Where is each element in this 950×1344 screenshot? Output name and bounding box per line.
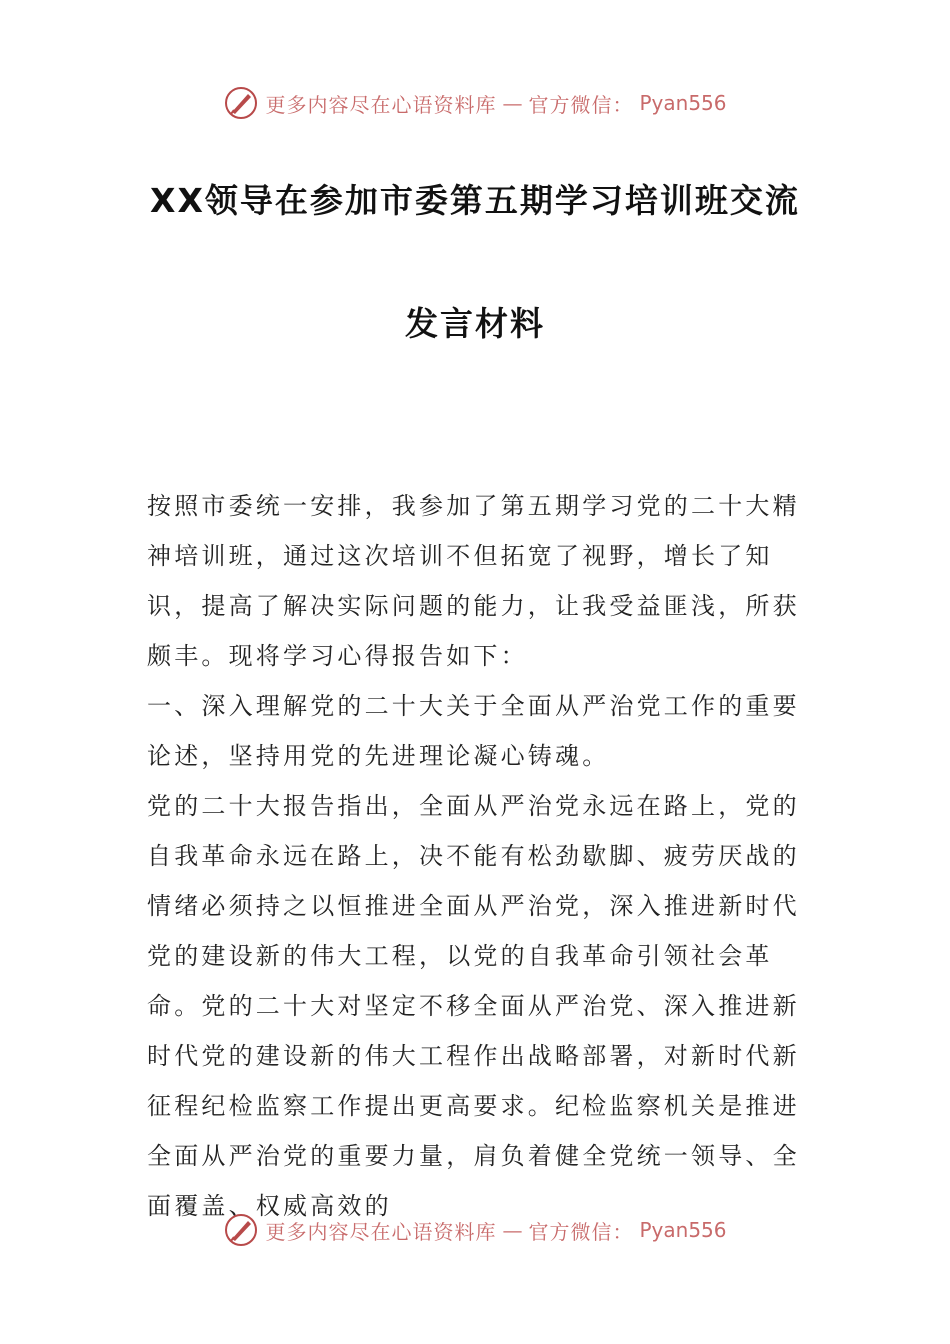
document-body [147, 481, 807, 1231]
quill-logo-icon [223, 1212, 259, 1248]
watermark-separator: — [502, 1218, 523, 1242]
body-paragraph: 党的二十大报告指出，全面从严治党永远在路上，党的自我革命永远在路上，决不能有松劲歇脚、疲劳厌战的情绪必须持之以恒推进全面从严治党，深入推进新时代党的建设新的伟大工程，以党的自我革命引领社会革命。党的二十大对坚定不移全面从严治党、深入推进新时代党的建设新的伟大工程作出战略部署，对新时代新征程纪检监察工作提出更高要求。纪检监察机关是推进全面从严治党的重要力量，肩负着健全党统一领导、全面覆盖、权威高效的 [147, 792, 800, 1220]
watermark-wechat-label: 官方微信： [528, 92, 634, 117]
document-title-line-1: XX领导在参加市委第五期学习培训班交流 [150, 181, 800, 220]
quill-logo-icon [223, 85, 259, 121]
watermark-separator: — [502, 91, 523, 115]
watermark-text: 更多内容尽在心语资料库 [265, 1219, 497, 1244]
watermark-wechat-label: 官方微信： [528, 1219, 634, 1244]
document-title-line-2: 发言材料 [405, 304, 545, 343]
watermark-wechat-id: Pyan556 [639, 91, 727, 115]
header-watermark [0, 83, 950, 123]
body-paragraph: 一、深入理解党的二十大关于全面从严治党工作的重要论述，坚持用党的先进理论凝心铸魂。 [147, 692, 800, 770]
footer-watermark [0, 1210, 950, 1250]
watermark-wechat-id: Pyan556 [639, 1218, 727, 1242]
watermark-text: 更多内容尽在心语资料库 [265, 92, 497, 117]
body-paragraph: 按照市委统一安排，我参加了第五期学习党的二十大精神培训班，通过这次培训不但拓宽了视野，增长了知识，提高了解决实际问题的能力，让我受益匪浅，所获颇丰。现将学习心得报告如下： [147, 492, 800, 670]
